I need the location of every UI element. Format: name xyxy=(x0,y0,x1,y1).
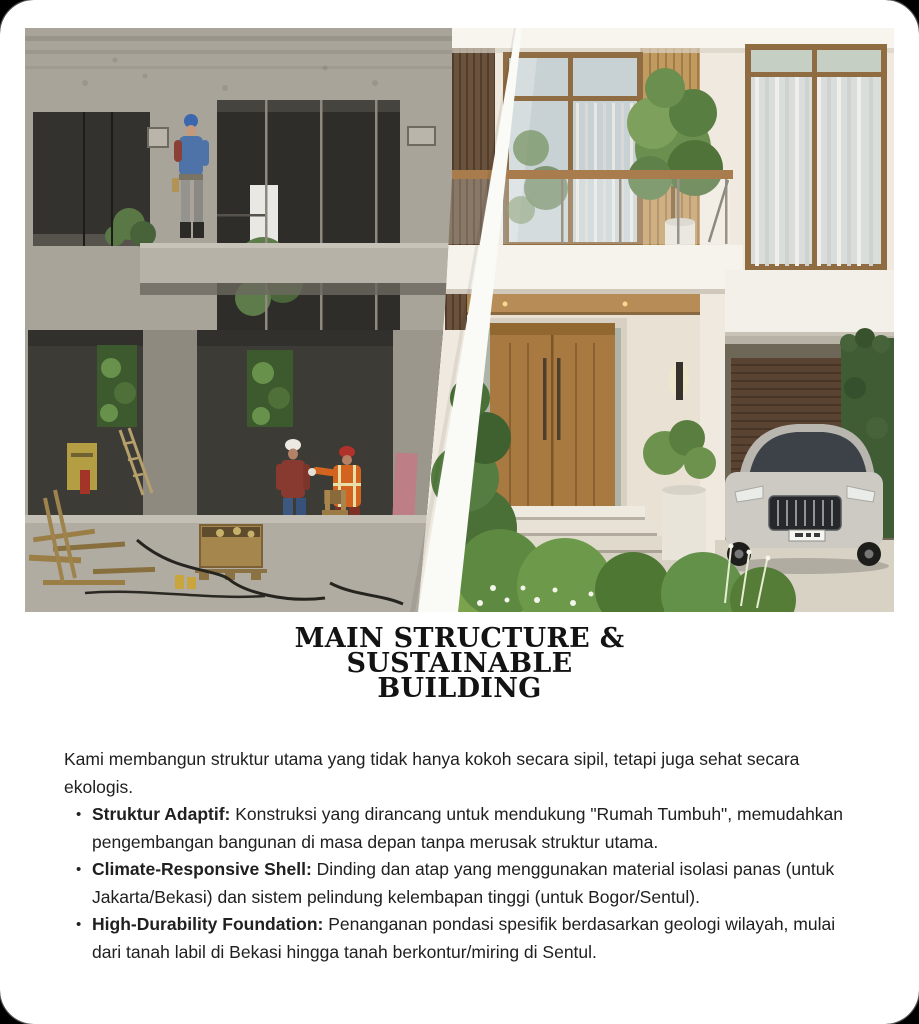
bullet-text: Dinding dan atap yang menggunakan material isolasi panas (untuk Jakarta/Bekasi) dan sistem pelindung kelembapan tinggi (untuk Bogor/Sentul). xyxy=(92,859,835,907)
hero-image xyxy=(25,28,894,612)
list-item xyxy=(92,856,864,911)
bullet-list xyxy=(64,801,864,966)
balcony-railing xyxy=(437,170,733,244)
wall-sconce xyxy=(676,362,683,400)
page-title xyxy=(0,623,919,704)
bullet-text: Konstruksi yang dirancang untuk mendukung "Rumah Tumbuh", memudahkan pengembangan bangunan di masa depan tanpa merusak struktur utama. xyxy=(92,804,844,852)
window-opening xyxy=(33,112,156,247)
intro-paragraph: Kami membangun struktur utama yang tidak hanya kokoh secara sipil, tetapi juga sehat secara ekologis. xyxy=(64,749,800,797)
bullet-label: Climate-Responsive Shell: xyxy=(92,859,312,879)
list-item xyxy=(92,911,864,966)
body-content xyxy=(64,746,864,966)
title-line-2: SUSTAINABLE xyxy=(346,648,573,679)
bullet-text: Penanganan pondasi spesifik berdasarkan geologi wilayah, mulai dari tanah labil di Bekasi hingga tanah berkontur/miring di Sentul. xyxy=(92,914,836,962)
title-line-1: MAIN STRUCTURE & xyxy=(294,623,625,654)
list-item xyxy=(92,801,864,856)
construction-photo xyxy=(25,28,455,612)
title-line-3: BUILDING xyxy=(377,673,542,704)
large-opening xyxy=(217,100,400,330)
bullet-label: Struktur Adaptif: xyxy=(92,804,231,824)
bullet-label: High-Durability Foundation: xyxy=(92,914,324,934)
fire-extinguisher xyxy=(80,470,90,494)
upper-right-window xyxy=(745,44,887,270)
